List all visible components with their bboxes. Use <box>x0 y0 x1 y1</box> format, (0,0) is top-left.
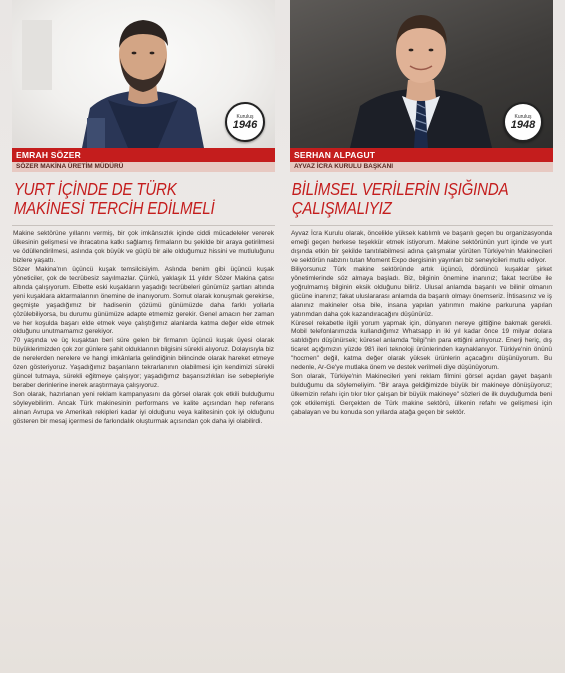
profile-column-left <box>12 0 275 427</box>
article-body <box>12 230 275 427</box>
body-paragraph: Makine sektörüne yıllarını vermiş, bir çok imkânsızlık içinde ciddi mücadeleler vererek ülkesinin gelişmesi ve ihracatına katkı sağlamış firmaların bu şekilde bir araya getirilmesi ve ödüllendirilmesi, aslında çok büyük ve güçlü bir aile olduğumuz hissini ve mutluluğunu bizlere yaşattı. <box>13 230 274 264</box>
body-paragraph: Ayvaz İcra Kurulu olarak, öncelikle yüksek katılımlı ve başarılı geçen bu organizasyonda emeği geçen herkese teşekkür etmek istiyorum. Makine sektörünün yurt içinde ve yurt dışında etkin bir şekilde tanıtılabilmesi adına çalışmalar yürüten Türkiye'nin Makinecileri ve sektörün nabzını tutan Moment Expo dergisinin yayınları biz seneyicileri mutlu ediyor. <box>291 230 552 264</box>
badge-year: 1948 <box>510 118 536 131</box>
person-role: AYVAZ İCRA KURULU BAŞKANI <box>290 162 553 172</box>
profile-column-right <box>290 0 553 418</box>
body-paragraph: Biliyorsunuz Türk makine sektöründe artık üçüncü, dördüncü kuşaklar şirket yönetimlerinde söz almaya başladı. Biz, bilginin önemine inanınız; fakat tecrübe ile yoğrulmamış bilginin eksik olduğunu biliriz. Ulusal anlamda başarılı ve bilinir olmanın gücüne inanırız; fakat uluslararası anlamda da başarılı olmayı önemseriz. İhtisasınız ve iş alanınız makineler olsa bile, insana yapılan yatırımın makine parkuruna yapılan yatırımdan daha çok kazandıracağını düşünürüz. <box>291 265 552 318</box>
headline-line: ÇALIŞMALIYIZ <box>291 198 392 218</box>
headline-divider <box>290 225 553 226</box>
body-paragraph: Son olarak, Türkiye'nin Makinecileri yeni reklam filmini görsel açıdan gayet başarılı bulduğumu da söylemeliyim. "Bir araya geldiğimizde büyük bir makineye dönüşüyoruz; ülkemizin refahı için tıkır tıkır çalışan bir büyük makineye" sözleri de ilk duyduğumda beni çok etkilemişti. Gerçekten de Türk makine sektörü, ülkenin refahı ve gelişmesi için çabalayan ve bu konuda son yıllarda atağa geçen bir sektör. <box>291 373 552 417</box>
portrait-photo <box>12 0 275 148</box>
badge-label: Kuruluş <box>236 113 254 120</box>
article-headline <box>12 180 238 218</box>
headline-line: BİLİMSEL VERİLERİN IŞIĞINDA <box>291 179 509 199</box>
person-role: SÖZER MAKİNA ÜRETİM MÜDÜRÜ <box>12 162 275 172</box>
person-name: SERHAN ALPAGUT <box>290 148 553 162</box>
badge-label: Kuruluş <box>514 113 532 120</box>
body-paragraph: Sözer Makina'nın üçüncü kuşak temsilcisiyim. Aslında benim gibi üçüncü kuşak yöneticiler, çok de tecrübesiz sayılmazlar. Çünkü, yaklaşık 11 yıldır Sözer Makina çatısı altında çalışıyorum. Elbette eski kuşakların yaşadığı tecrübeleri günümüz şartları altında yeni kuşaklara aktarmalarının önemine de inanıyorum. Somut olarak konuşmak gerekirse, geçmişte yaşadığımız bir hadisenin çözümü günümüzde daha farklı yollarla çözülebiliyorsa, bu durumu günümüze adapte etmemiz gerekir. Genel amacın her zaman ve her koşulda başarı elde etmek veye çalıştığımız alanlarda katma değer elde etmek olduğunu unutmamamız gerekiyor. <box>13 265 274 336</box>
portrait-photo <box>290 0 553 148</box>
body-paragraph: Son olarak, hazırlanan yeni reklam kampanyasını da görsel olarak çok etkili bulduğumu söyleyebilirim. Ancak Türk makinesinin performans ve kalite açısından hep referans alınan Avrupa ve Amerikalı rekipleri kadar iyi olduğunu veya kalitesinin çok iyi olduğunu gösteren bir mesaj içermesi de farkındalık oluşturmak açısından çok daha iyi olabilirdi. <box>13 391 274 426</box>
founding-year-badge <box>503 102 543 142</box>
headline-divider <box>12 225 275 226</box>
body-paragraph: 70 yaşında ve üç kuşaktan beri süre gelen bir firmanın üçüncü kuşak üyesi olarak büyüklerimizden çok zor günlere şahit olduklarının bilgisini sürekli alıyoruz. Dolayısıyla biz de nerelerden nerelere ve hangi imkânlarla gelindiğinin bilincinde olarak hareket etmeye özen gösteriyoruz. Yaşadığımız başarıların tekrarlanının olabilmesi için kendimizi sürekli güncel tutmaya, sürekli eğitmeye çalışıyor; yaşadığımız başarısızlıkları ise sebepleriyle beraber derinlerine inerek araştırmaya çalışıyoruz. <box>13 337 274 390</box>
article-headline <box>290 180 516 218</box>
founding-year-badge <box>225 102 265 142</box>
body-paragraph: Küresel rekabetle ilgili yorum yapmak için, dünyanın nereye gittiğine bakmak gerekli. Mobil telefonlarımızda kullandığımız Whatsapp in iki yıl kadar önce 19 milyar dolara satıldığını düşünürsek; küresel anlamda "bilgi"nin para ettiğini anlıyoruz. Enerji heriç, dış ticaret açığımızın yüzde 98'i ileri teknoloji ürünlerinden kaynaklanıyor. Türkiye'nin önünü "hocmen" değil, katma değer olarak yüksek ürünlerin açacağını düşünüyorum. Bu nedenle, Ar-Ge'ye mutlaka önem ve destek verilmeli diye düşünüyorum. <box>291 319 552 372</box>
headline-line: YURT İÇİNDE DE TÜRK <box>13 179 177 199</box>
badge-year: 1946 <box>232 118 258 131</box>
headline-line: MAKİNESİ TERCİH EDİLMELİ <box>13 198 215 218</box>
person-name: EMRAH SÖZER <box>12 148 275 162</box>
article-body <box>290 230 553 418</box>
